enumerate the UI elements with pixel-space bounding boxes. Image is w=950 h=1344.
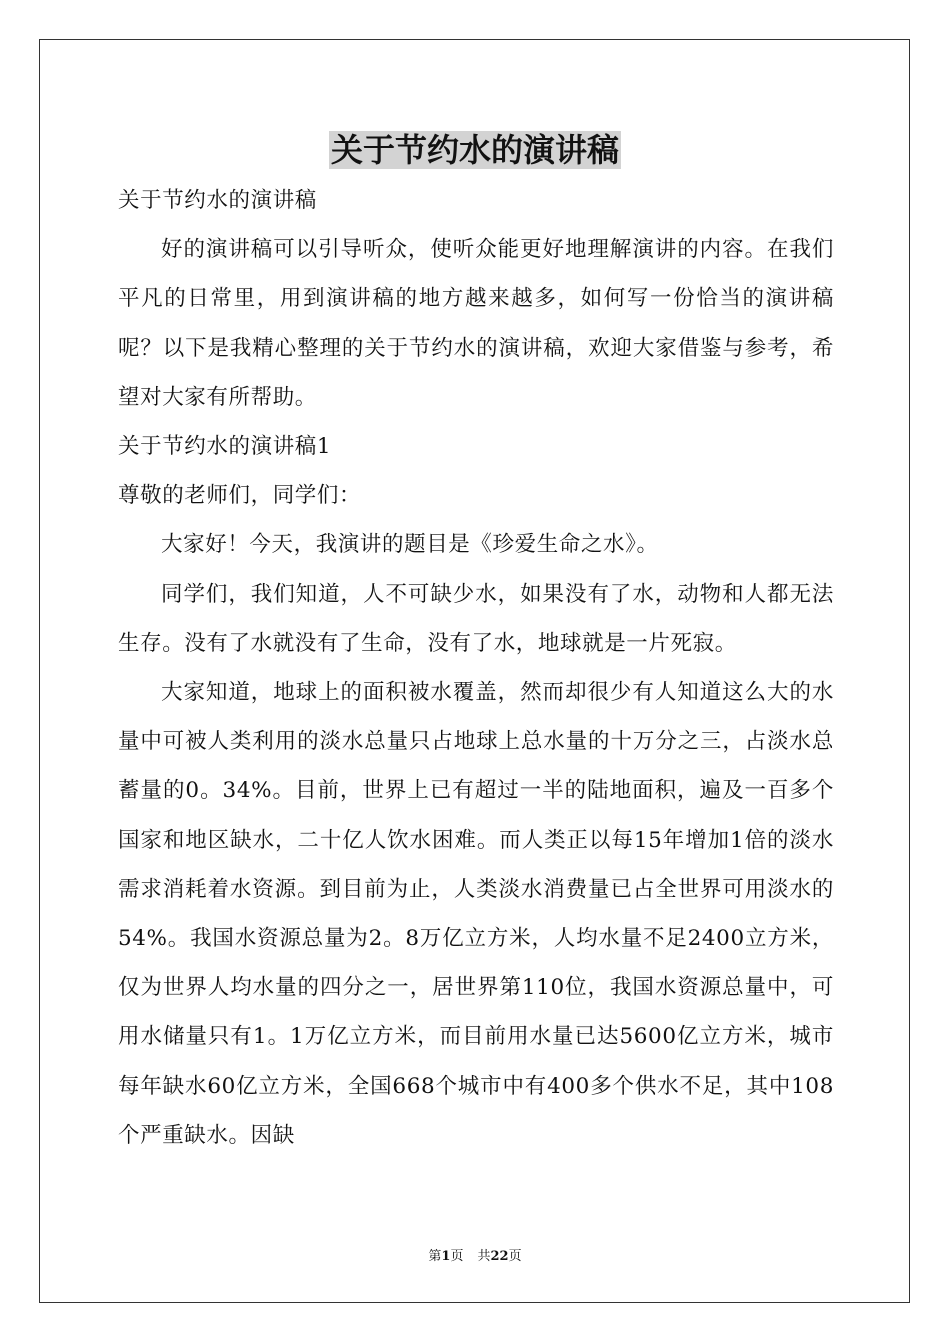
current-page-number: 1 (441, 1249, 451, 1264)
paragraph: 好的演讲稿可以引导听众，使听众能更好地理解演讲的内容。在我们平凡的日常里，用到演讲稿的地方越来越多，如何写一份恰当的演讲稿呢？以下是我精心整理的关于节约水的演讲稿，欢迎大家借鉴与参考，希望对大家有所帮助。 (118, 237, 834, 410)
page-label-prefix: 第 (428, 1249, 442, 1264)
page-footer (0, 1247, 950, 1267)
paragraph: 大家知道，地球上的面积被水覆盖，然而却很少有人知道这么大的水量中可被人类利用的淡水总量只占地球上总水量的十万分之三，占淡水总蓄量的0。34%。目前，世界上已有超过一半的陆地面积，遍及一百多个国家和地区缺水，二十亿人饮水困难。而人类正以每15年增加1倍的淡水需求消耗着水资源。到目前为止，人类淡水消费量已占全世界可用淡水的54%。我国水资源总量为2。8万亿立方米，人均水量不足2400立方米，仅为世界人均水量的四分之一，居世界第110位，我国水资源总量中，可用水储量只有1。1万亿立方米，而目前用水量已达5600亿立方米，城市每年缺水60亿立方米，全国668个城市中有400多个供水不足，其中108个严重缺水。因缺 (118, 680, 834, 1148)
document-title: 关于节约水的演讲稿 (330, 131, 619, 169)
page-label-suffix: 页 (450, 1249, 464, 1264)
total-label-prefix: 共 (477, 1249, 491, 1264)
total-page-count: 22 (490, 1249, 509, 1264)
paragraph: 尊敬的老师们，同学们： (118, 483, 362, 509)
paragraph: 同学们，我们知道，人不可缺少水，如果没有了水，动物和人都无法生存。没有了水就没有了生命，没有了水，地球就是一片死寂。 (118, 581, 834, 656)
document-body (118, 176, 834, 1160)
document-title-block (0, 126, 950, 174)
paragraph: 大家好！今天，我演讲的题目是《珍爱生命之水》。 (161, 532, 659, 558)
paragraph: 关于节约水的演讲稿1 (118, 434, 332, 460)
total-label-suffix: 页 (508, 1249, 522, 1264)
paragraph: 关于节约水的演讲稿 (118, 188, 317, 213)
